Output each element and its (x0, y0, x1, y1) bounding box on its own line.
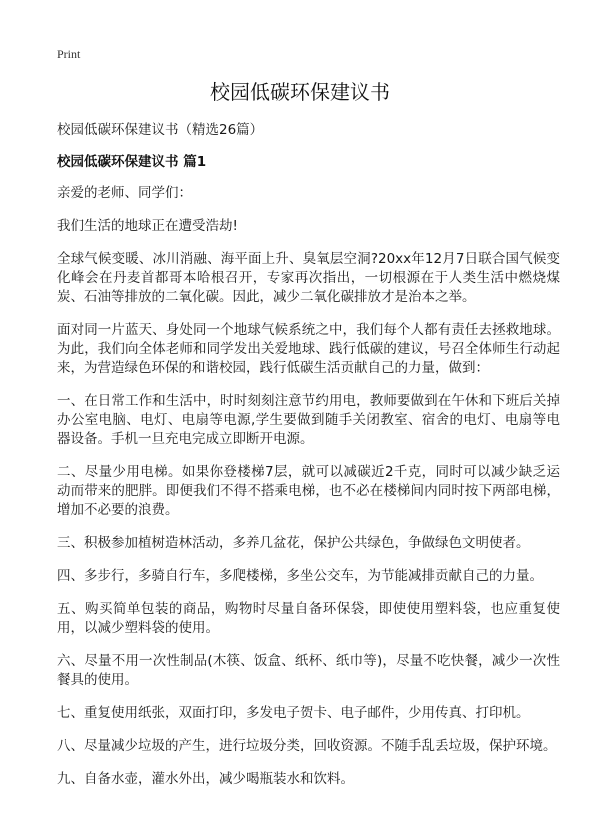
paragraph-suggestion-4: 四、多步行，多骑自行车，多爬楼梯，多坐公交车，为节能减排贡献自己的力量。 (57, 568, 543, 584)
print-link[interactable]: Print (57, 47, 81, 61)
paragraph-suggestion-1: 一、在日常工作和生活中，时时刻刻注意节约用电，教师要做到在午休和下班后关掉办公室电脑、电灯、电扇等电源,学生要做到随手关闭教室、宿舍的电灯、电扇等电器设备。手机一旦充电完成立即断开电源。 (57, 393, 560, 447)
page-title: 校园低碳环保建议书 (210, 80, 390, 104)
paragraph-suggestion-3: 三、积极参加植树造林活动，多养几盆花，保护公共绿色，争做绿色文明使者。 (57, 535, 530, 551)
paragraph-suggestion-5: 五、购买简单包装的商品，购物时尽量自备环保袋，即使使用塑料袋，也应重复使用，以减少塑料袋的使用。 (57, 601, 560, 636)
paragraph-appeal: 面对同一片蓝天、身处同一个地球气候系统之中，我们每个人都有责任去拯救地球。为此，我们向全体老师和同学发出关爱地球、践行低碳的建议，号召全体师生行动起来，为营造绿色环保的和谐校园，践行低碳生活贡献自己的力量，做到： (57, 322, 560, 376)
document-subtitle: 校园低碳环保建议书（精选26篇） (57, 122, 264, 138)
paragraph-suggestion-9: 九、自备水壶，灌水外出，减少喝瓶装水和饮料。 (57, 771, 354, 787)
paragraph-suggestion-8: 八、尽量减少垃圾的产生，进行垃圾分类，回收资源。不随手乱丢垃圾，保护环境。 (57, 738, 557, 754)
paragraph-suggestion-7: 七、重复使用纸张，双面打印，多发电子贺卡、电子邮件，少用传真、打印机。 (57, 705, 530, 721)
paragraph-suggestion-2: 二、尽量少用电梯。如果你登楼梯7层，就可以减碳近2千克，同时可以减少缺乏运动而带来的肥胖。即便我们不得不搭乘电梯，也不必在楼梯间内同时按下两部电梯，增加不必要的浪费。 (57, 464, 560, 518)
section-heading: 校园低碳环保建议书 篇1 (57, 154, 207, 170)
paragraph-suggestion-6: 六、尽量不用一次性制品(木筷、饭盒、纸杯、纸巾等)，尽量不吃快餐，减少一次性餐具的使用。 (57, 653, 560, 688)
paragraph-earth-crisis: 我们生活的地球正在遭受浩劫! (57, 218, 238, 234)
paragraph-background: 全球气候变暖、冰川消融、海平面上升、臭氧层空洞?20xx年12月7日联合国气候变化峰会在丹麦首都哥本哈根召开，专家再次指出，一切根源在于人类生活中燃烧煤炭、石油等排放的二氧化碳。因此，减少二氧化碳排放才是治本之举。 (57, 251, 560, 305)
document-body (57, 121, 560, 803)
paragraph-greeting: 亲爱的老师、同学们： (57, 185, 192, 201)
